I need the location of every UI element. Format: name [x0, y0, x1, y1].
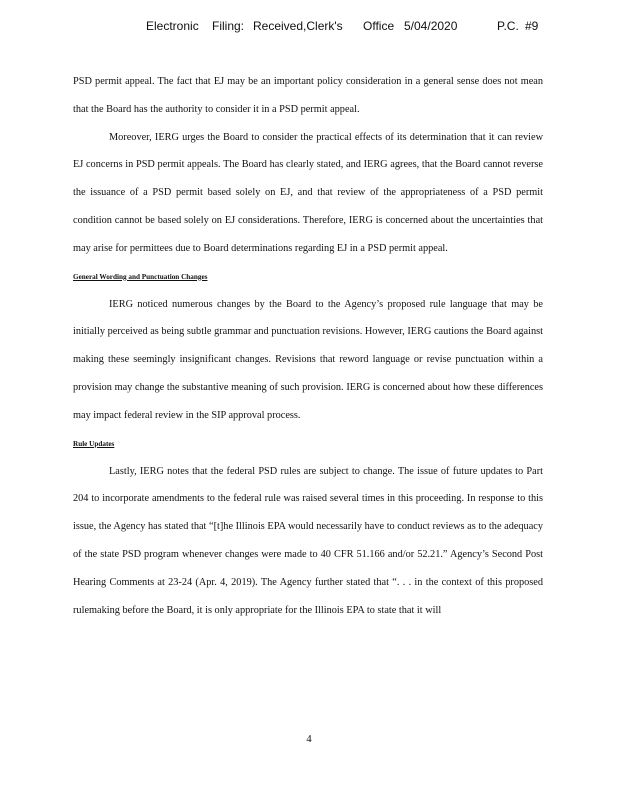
header-filing: Filing: [212, 19, 245, 33]
paragraph-wording-changes: IERG noticed numerous changes by the Board to the Agency’s proposed rule language that may be initially perceived as being subtle grammar and punctuation revisions. However, IERG cautions the Board against making these seemingly insignificant changes. Revisions that reword language or revise punctuation within a provision may change the substantive meaning of such provision. IERG is concerned about how these differences may impact federal review in the SIP approval process. [73, 298, 543, 421]
header-date: 5/04/2020 [404, 19, 458, 33]
paragraph-moreover: Moreover, IERG urges the Board to consider the practical effects of its determination that it can review EJ concerns in PSD permit appeals. The Board has clearly stated, and IERG agrees, that the Board cannot reverse the issuance of a PSD permit based solely on EJ, and that review of the appropriateness of a PSD permit condition cannot be based solely on EJ considerations. Therefore, IERG is concerned about the uncertainties that may arise for permittees due to Board determinations regarding EJ in a PSD permit appeal. [73, 131, 543, 254]
section-heading-rule-updates: Rule Updates [73, 439, 115, 448]
page-number: 4 [306, 734, 312, 745]
paragraph-psd-appeal: PSD permit appeal. The fact that EJ may be an important policy consideration in a general sense does not mean that the Board has the authority to consider it in a PSD permit appeal. [73, 76, 543, 115]
document-body [73, 68, 543, 624]
paragraph-rule-updates: Lastly, IERG notes that the federal PSD rules are subject to change. The issue of future updates to Part 204 to incorporate amendments to the federal rule was raised several times in this proceeding. In response to this issue, the Agency has stated that “[t]he Illinois EPA would necessarily have to conduct reviews as to the adequacy of the state PSD program whenever changes were made to 40 CFR 51.166 and/or 52.21.” Agency’s Second Post Hearing Comments at 23-24 (Apr. 4, 2019). The Agency further stated that “. . . in the context of this proposed rulemaking before the Board, it is only appropriate for the Illinois EPA to state that it will [73, 465, 543, 616]
filing-stamp-header [0, 19, 618, 39]
section-heading-wording: General Wording and Punctuation Changes [73, 272, 208, 281]
header-electronic: Electronic [146, 19, 199, 33]
header-pc-number: #9 [525, 19, 539, 33]
header-pc: P.C. [497, 19, 519, 33]
header-office: Office [363, 19, 395, 33]
header-received: Received,Clerk's [253, 19, 343, 33]
